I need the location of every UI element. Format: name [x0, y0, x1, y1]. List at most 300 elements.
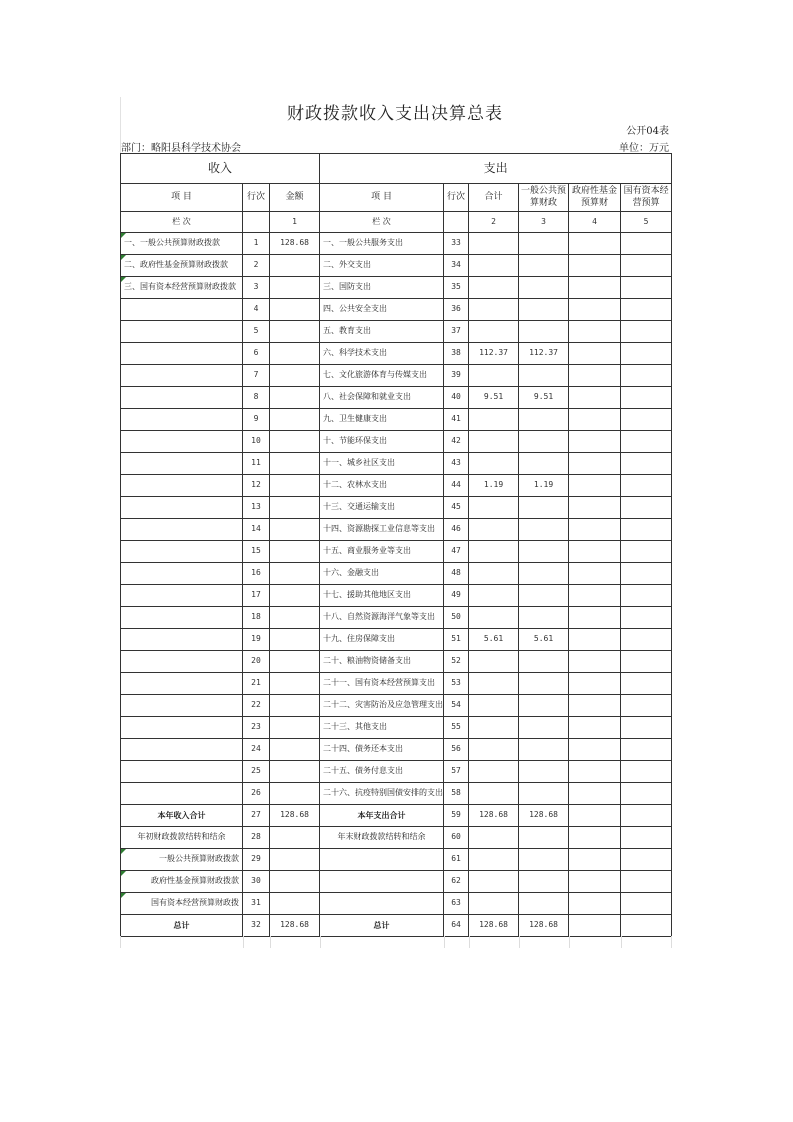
- expense-item: 本年支出合计: [320, 805, 444, 827]
- expense-general-budget: [519, 563, 569, 585]
- income-amount: [270, 541, 320, 563]
- expense-gov-fund: [569, 277, 621, 299]
- income-row-no: 18: [243, 607, 270, 629]
- income-amount: [270, 739, 320, 761]
- expense-state-capital: [621, 365, 672, 387]
- expense-gov-fund: [569, 783, 621, 805]
- table-row: [121, 783, 672, 805]
- income-amount: [270, 783, 320, 805]
- expense-state-capital: [621, 695, 672, 717]
- expense-gov-fund: [569, 607, 621, 629]
- income-amount: [270, 893, 320, 915]
- expense-item: 四、公共安全支出: [320, 299, 444, 321]
- expense-total: [469, 453, 519, 475]
- expense-row-no: 50: [444, 607, 469, 629]
- expense-gov-fund: [569, 827, 621, 849]
- income-row-no: 8: [243, 387, 270, 409]
- expense-gov-fund: [569, 321, 621, 343]
- header-general-budget: 一般公共预算财政: [519, 184, 569, 212]
- table-row: [121, 563, 672, 585]
- expense-general-budget: [519, 365, 569, 387]
- expense-state-capital: [621, 519, 672, 541]
- income-amount: [270, 321, 320, 343]
- income-row-no: 16: [243, 563, 270, 585]
- income-row-no: 12: [243, 475, 270, 497]
- income-item: [121, 519, 243, 541]
- expense-item: 六、科学技术支出: [320, 343, 444, 365]
- income-amount: [270, 277, 320, 299]
- expense-gov-fund: [569, 519, 621, 541]
- expense-general-budget: [519, 233, 569, 255]
- expense-row-no: 55: [444, 717, 469, 739]
- expense-row-no: 43: [444, 453, 469, 475]
- expense-total: [469, 761, 519, 783]
- expense-item: 二十五、债务付息支出: [320, 761, 444, 783]
- unit-label: 单位：万元: [619, 143, 669, 154]
- expense-row-no: 46: [444, 519, 469, 541]
- table-row: [121, 585, 672, 607]
- table-row: [121, 343, 672, 365]
- header-row-no-expense: 行次: [444, 184, 469, 212]
- expense-total: [469, 871, 519, 893]
- income-row-no: 15: [243, 541, 270, 563]
- expense-item: 二十六、抗疫特别国债安排的支出: [320, 783, 444, 805]
- table-row: [121, 409, 672, 431]
- expense-item: 十一、城乡社区支出: [320, 453, 444, 475]
- expense-general-budget: [519, 717, 569, 739]
- expense-state-capital: [621, 277, 672, 299]
- expense-state-capital: [621, 431, 672, 453]
- expense-gov-fund: [569, 761, 621, 783]
- expense-state-capital: [621, 783, 672, 805]
- expense-total: 9.51: [469, 387, 519, 409]
- table-row: [121, 233, 672, 255]
- income-item: [121, 695, 243, 717]
- expense-gov-fund: [569, 585, 621, 607]
- expense-gov-fund: [569, 849, 621, 871]
- expense-state-capital: [621, 915, 672, 937]
- table-row: [121, 431, 672, 453]
- income-amount: [270, 387, 320, 409]
- fiscal-summary-table: [120, 153, 672, 937]
- expense-state-capital: [621, 321, 672, 343]
- expense-general-budget: [519, 299, 569, 321]
- income-row-no: 26: [243, 783, 270, 805]
- income-row-no: 13: [243, 497, 270, 519]
- expense-total: [469, 893, 519, 915]
- expense-item: 八、社会保障和就业支出: [320, 387, 444, 409]
- header-state-capital-budget: 国有资本经营预算: [621, 184, 672, 212]
- expense-item: 十四、资源勘探工业信息等支出: [320, 519, 444, 541]
- expense-total: [469, 563, 519, 585]
- expense-general-budget: [519, 893, 569, 915]
- blank-trailing-row: [120, 936, 672, 948]
- expense-state-capital: [621, 343, 672, 365]
- expense-item: 年末财政拨款结转和结余: [320, 827, 444, 849]
- expense-row-no: 58: [444, 783, 469, 805]
- income-amount: [270, 453, 320, 475]
- income-row-no: 20: [243, 651, 270, 673]
- income-amount: [270, 607, 320, 629]
- expense-total: [469, 277, 519, 299]
- form-number: 公开04表: [626, 126, 669, 137]
- expense-general-budget: 128.68: [519, 915, 569, 937]
- income-amount: [270, 871, 320, 893]
- column-index-row: [121, 212, 672, 233]
- expense-gov-fund: [569, 497, 621, 519]
- income-amount: [270, 849, 320, 871]
- table-row: [121, 761, 672, 783]
- income-amount: [270, 563, 320, 585]
- income-row-no: 22: [243, 695, 270, 717]
- income-amount: 128.68: [270, 805, 320, 827]
- expense-row-no: 33: [444, 233, 469, 255]
- expense-item: [320, 893, 444, 915]
- income-row-no: 14: [243, 519, 270, 541]
- expense-total: [469, 739, 519, 761]
- expense-total: [469, 299, 519, 321]
- income-item: [121, 365, 243, 387]
- expense-general-budget: [519, 695, 569, 717]
- expense-row-no: 61: [444, 849, 469, 871]
- summary-row: [121, 871, 672, 893]
- income-row-no: 29: [243, 849, 270, 871]
- income-item: [121, 387, 243, 409]
- income-amount: [270, 409, 320, 431]
- expense-total: [469, 541, 519, 563]
- expense-row-no: 45: [444, 497, 469, 519]
- lanci-label-expense: 栏 次: [320, 212, 444, 233]
- expense-gov-fund: [569, 431, 621, 453]
- expense-state-capital: [621, 871, 672, 893]
- expense-gov-fund: [569, 233, 621, 255]
- expense-gov-fund: [569, 453, 621, 475]
- table-row: [121, 717, 672, 739]
- income-row-no: 4: [243, 299, 270, 321]
- expense-item: 三、国防支出: [320, 277, 444, 299]
- expense-state-capital: [621, 673, 672, 695]
- income-item: [121, 453, 243, 475]
- income-amount: [270, 827, 320, 849]
- expense-state-capital: [621, 805, 672, 827]
- header-row-no: 行次: [243, 184, 270, 212]
- expense-row-no: 63: [444, 893, 469, 915]
- income-amount: [270, 497, 320, 519]
- income-row-no: 7: [243, 365, 270, 387]
- income-item: [121, 343, 243, 365]
- income-row-no: 21: [243, 673, 270, 695]
- income-item: [121, 607, 243, 629]
- expense-row-no: 44: [444, 475, 469, 497]
- expense-item: 十三、交通运输支出: [320, 497, 444, 519]
- income-item: [121, 761, 243, 783]
- income-amount: [270, 761, 320, 783]
- expense-general-budget: [519, 607, 569, 629]
- lanci-col-1: 1: [270, 212, 320, 233]
- income-row-no: 11: [243, 453, 270, 475]
- expense-item: 一、一般公共服务支出: [320, 233, 444, 255]
- income-amount: [270, 717, 320, 739]
- income-amount: [270, 343, 320, 365]
- table-row: [121, 629, 672, 651]
- expense-state-capital: [621, 255, 672, 277]
- expense-general-budget: [519, 761, 569, 783]
- summary-row: [121, 915, 672, 937]
- income-item: 一般公共预算财政拨款: [121, 849, 243, 871]
- table-row: [121, 739, 672, 761]
- expense-general-budget: [519, 321, 569, 343]
- table-row: [121, 387, 672, 409]
- expense-gov-fund: [569, 475, 621, 497]
- header-gov-fund-budget: 政府性基金预算财: [569, 184, 621, 212]
- income-amount: [270, 299, 320, 321]
- expense-row-no: 37: [444, 321, 469, 343]
- expense-row-no: 48: [444, 563, 469, 585]
- income-section-header: 收入: [121, 154, 320, 184]
- income-item: 一、一般公共预算财政拨款: [121, 233, 243, 255]
- table-row: [121, 607, 672, 629]
- table-row: [121, 673, 672, 695]
- expense-item: 二十一、国有资本经营预算支出: [320, 673, 444, 695]
- income-row-no: 23: [243, 717, 270, 739]
- summary-row: [121, 893, 672, 915]
- expense-row-no: 59: [444, 805, 469, 827]
- expense-item: 十六、金融支出: [320, 563, 444, 585]
- expense-item: [320, 849, 444, 871]
- expense-total: 128.68: [469, 805, 519, 827]
- expense-item: 五、教育支出: [320, 321, 444, 343]
- expense-row-no: 62: [444, 871, 469, 893]
- expense-item: 十二、农林水支出: [320, 475, 444, 497]
- expense-state-capital: [621, 761, 672, 783]
- summary-row: [121, 849, 672, 871]
- income-row-no: 25: [243, 761, 270, 783]
- income-item: [121, 409, 243, 431]
- income-item: [121, 541, 243, 563]
- expense-total: 5.61: [469, 629, 519, 651]
- expense-state-capital: [621, 585, 672, 607]
- expense-general-budget: [519, 673, 569, 695]
- income-row-no: 30: [243, 871, 270, 893]
- expense-row-no: 49: [444, 585, 469, 607]
- income-item: 国有资本经营预算财政拨: [121, 893, 243, 915]
- income-amount: [270, 673, 320, 695]
- expense-total: [469, 651, 519, 673]
- income-item: 本年收入合计: [121, 805, 243, 827]
- expense-gov-fund: [569, 915, 621, 937]
- income-item: [121, 717, 243, 739]
- income-row-no: 28: [243, 827, 270, 849]
- expense-gov-fund: [569, 255, 621, 277]
- expense-row-no: 39: [444, 365, 469, 387]
- expense-total: [469, 233, 519, 255]
- expense-row-no: 34: [444, 255, 469, 277]
- expense-total: [469, 717, 519, 739]
- expense-gov-fund: [569, 893, 621, 915]
- expense-gov-fund: [569, 805, 621, 827]
- table-row: [121, 277, 672, 299]
- income-item: [121, 783, 243, 805]
- expense-general-budget: [519, 431, 569, 453]
- income-item: [121, 431, 243, 453]
- expense-general-budget: [519, 409, 569, 431]
- expense-general-budget: [519, 849, 569, 871]
- expense-state-capital: [621, 739, 672, 761]
- income-item: 年初财政拨款结转和结余: [121, 827, 243, 849]
- expense-row-no: 35: [444, 277, 469, 299]
- income-item: [121, 475, 243, 497]
- expense-general-budget: [519, 277, 569, 299]
- income-amount: [270, 695, 320, 717]
- income-amount: [270, 431, 320, 453]
- income-item: 三、国有资本经营预算财政拨款: [121, 277, 243, 299]
- expense-gov-fund: [569, 409, 621, 431]
- expense-row-no: 51: [444, 629, 469, 651]
- expense-item: 九、卫生健康支出: [320, 409, 444, 431]
- expense-row-no: 42: [444, 431, 469, 453]
- expense-state-capital: [621, 541, 672, 563]
- expense-total: [469, 431, 519, 453]
- income-row-no: 1: [243, 233, 270, 255]
- expense-gov-fund: [569, 651, 621, 673]
- income-row-no: 6: [243, 343, 270, 365]
- expense-total: [469, 849, 519, 871]
- expense-state-capital: [621, 849, 672, 871]
- expense-total: 112.37: [469, 343, 519, 365]
- expense-total: [469, 519, 519, 541]
- expense-row-no: 53: [444, 673, 469, 695]
- lanci-label: 栏 次: [121, 212, 243, 233]
- income-item: [121, 673, 243, 695]
- expense-item: 十、节能环保支出: [320, 431, 444, 453]
- income-row-no: 24: [243, 739, 270, 761]
- income-row-no: 10: [243, 431, 270, 453]
- report-title: 财政拨款收入支出决算总表: [287, 104, 503, 124]
- expense-state-capital: [621, 651, 672, 673]
- expense-row-no: 54: [444, 695, 469, 717]
- expense-general-budget: [519, 739, 569, 761]
- expense-state-capital: [621, 629, 672, 651]
- expense-total: [469, 255, 519, 277]
- lanci-col-5: 5: [621, 212, 672, 233]
- expense-item: 十七、援助其他地区支出: [320, 585, 444, 607]
- expense-gov-fund: [569, 673, 621, 695]
- expense-section-header: 支出: [320, 154, 672, 184]
- income-item: [121, 651, 243, 673]
- expense-state-capital: [621, 717, 672, 739]
- income-row-no: 32: [243, 915, 270, 937]
- income-amount: [270, 651, 320, 673]
- expense-total: [469, 827, 519, 849]
- expense-total: [469, 673, 519, 695]
- expense-gov-fund: [569, 365, 621, 387]
- expense-row-no: 56: [444, 739, 469, 761]
- expense-item: 十九、住房保障支出: [320, 629, 444, 651]
- expense-general-budget: [519, 585, 569, 607]
- income-row-no: 27: [243, 805, 270, 827]
- expense-general-budget: [519, 541, 569, 563]
- expense-general-budget: 1.19: [519, 475, 569, 497]
- expense-row-no: 41: [444, 409, 469, 431]
- income-item: [121, 585, 243, 607]
- expense-general-budget: 9.51: [519, 387, 569, 409]
- expense-item: 二十二、灾害防治及应急管理支出: [320, 695, 444, 717]
- header-item: 项 目: [121, 184, 243, 212]
- column-header-row: [121, 184, 672, 212]
- expense-state-capital: [621, 607, 672, 629]
- expense-item: 二十、粮油物资储备支出: [320, 651, 444, 673]
- table-row: [121, 453, 672, 475]
- expense-state-capital: [621, 893, 672, 915]
- header-item-expense: 项 目: [320, 184, 444, 212]
- income-row-no: 3: [243, 277, 270, 299]
- expense-gov-fund: [569, 739, 621, 761]
- lanci-empty: [243, 212, 270, 233]
- expense-state-capital: [621, 453, 672, 475]
- expense-general-budget: [519, 255, 569, 277]
- table-row: [121, 519, 672, 541]
- table-row: [121, 299, 672, 321]
- expense-row-no: 57: [444, 761, 469, 783]
- expense-total: [469, 365, 519, 387]
- expense-row-no: 38: [444, 343, 469, 365]
- expense-row-no: 64: [444, 915, 469, 937]
- expense-total: 1.19: [469, 475, 519, 497]
- expense-general-budget: 5.61: [519, 629, 569, 651]
- table-row: [121, 651, 672, 673]
- income-amount: [270, 585, 320, 607]
- income-amount: [270, 365, 320, 387]
- expense-state-capital: [621, 409, 672, 431]
- expense-state-capital: [621, 563, 672, 585]
- expense-gov-fund: [569, 717, 621, 739]
- table-row: [121, 497, 672, 519]
- income-amount: 128.68: [270, 233, 320, 255]
- income-item: [121, 321, 243, 343]
- income-item: 总计: [121, 915, 243, 937]
- lanci-empty-expense: [444, 212, 469, 233]
- expense-general-budget: [519, 827, 569, 849]
- expense-gov-fund: [569, 343, 621, 365]
- expense-row-no: 60: [444, 827, 469, 849]
- table-row: [121, 541, 672, 563]
- expense-gov-fund: [569, 563, 621, 585]
- expense-general-budget: [519, 519, 569, 541]
- income-item: 政府性基金预算财政拨款: [121, 871, 243, 893]
- expense-row-no: 36: [444, 299, 469, 321]
- income-item: [121, 563, 243, 585]
- income-row-no: 5: [243, 321, 270, 343]
- expense-total: [469, 321, 519, 343]
- expense-item: 二十三、其他支出: [320, 717, 444, 739]
- income-item: [121, 497, 243, 519]
- expense-general-budget: 112.37: [519, 343, 569, 365]
- expense-item: 十五、商业服务业等支出: [320, 541, 444, 563]
- income-amount: 128.68: [270, 915, 320, 937]
- table-row: [121, 365, 672, 387]
- income-row-no: 9: [243, 409, 270, 431]
- expense-total: 128.68: [469, 915, 519, 937]
- income-item: [121, 739, 243, 761]
- income-row-no: 2: [243, 255, 270, 277]
- expense-gov-fund: [569, 871, 621, 893]
- expense-gov-fund: [569, 387, 621, 409]
- expense-state-capital: [621, 299, 672, 321]
- expense-state-capital: [621, 827, 672, 849]
- expense-total: [469, 409, 519, 431]
- expense-gov-fund: [569, 629, 621, 651]
- expense-total: [469, 585, 519, 607]
